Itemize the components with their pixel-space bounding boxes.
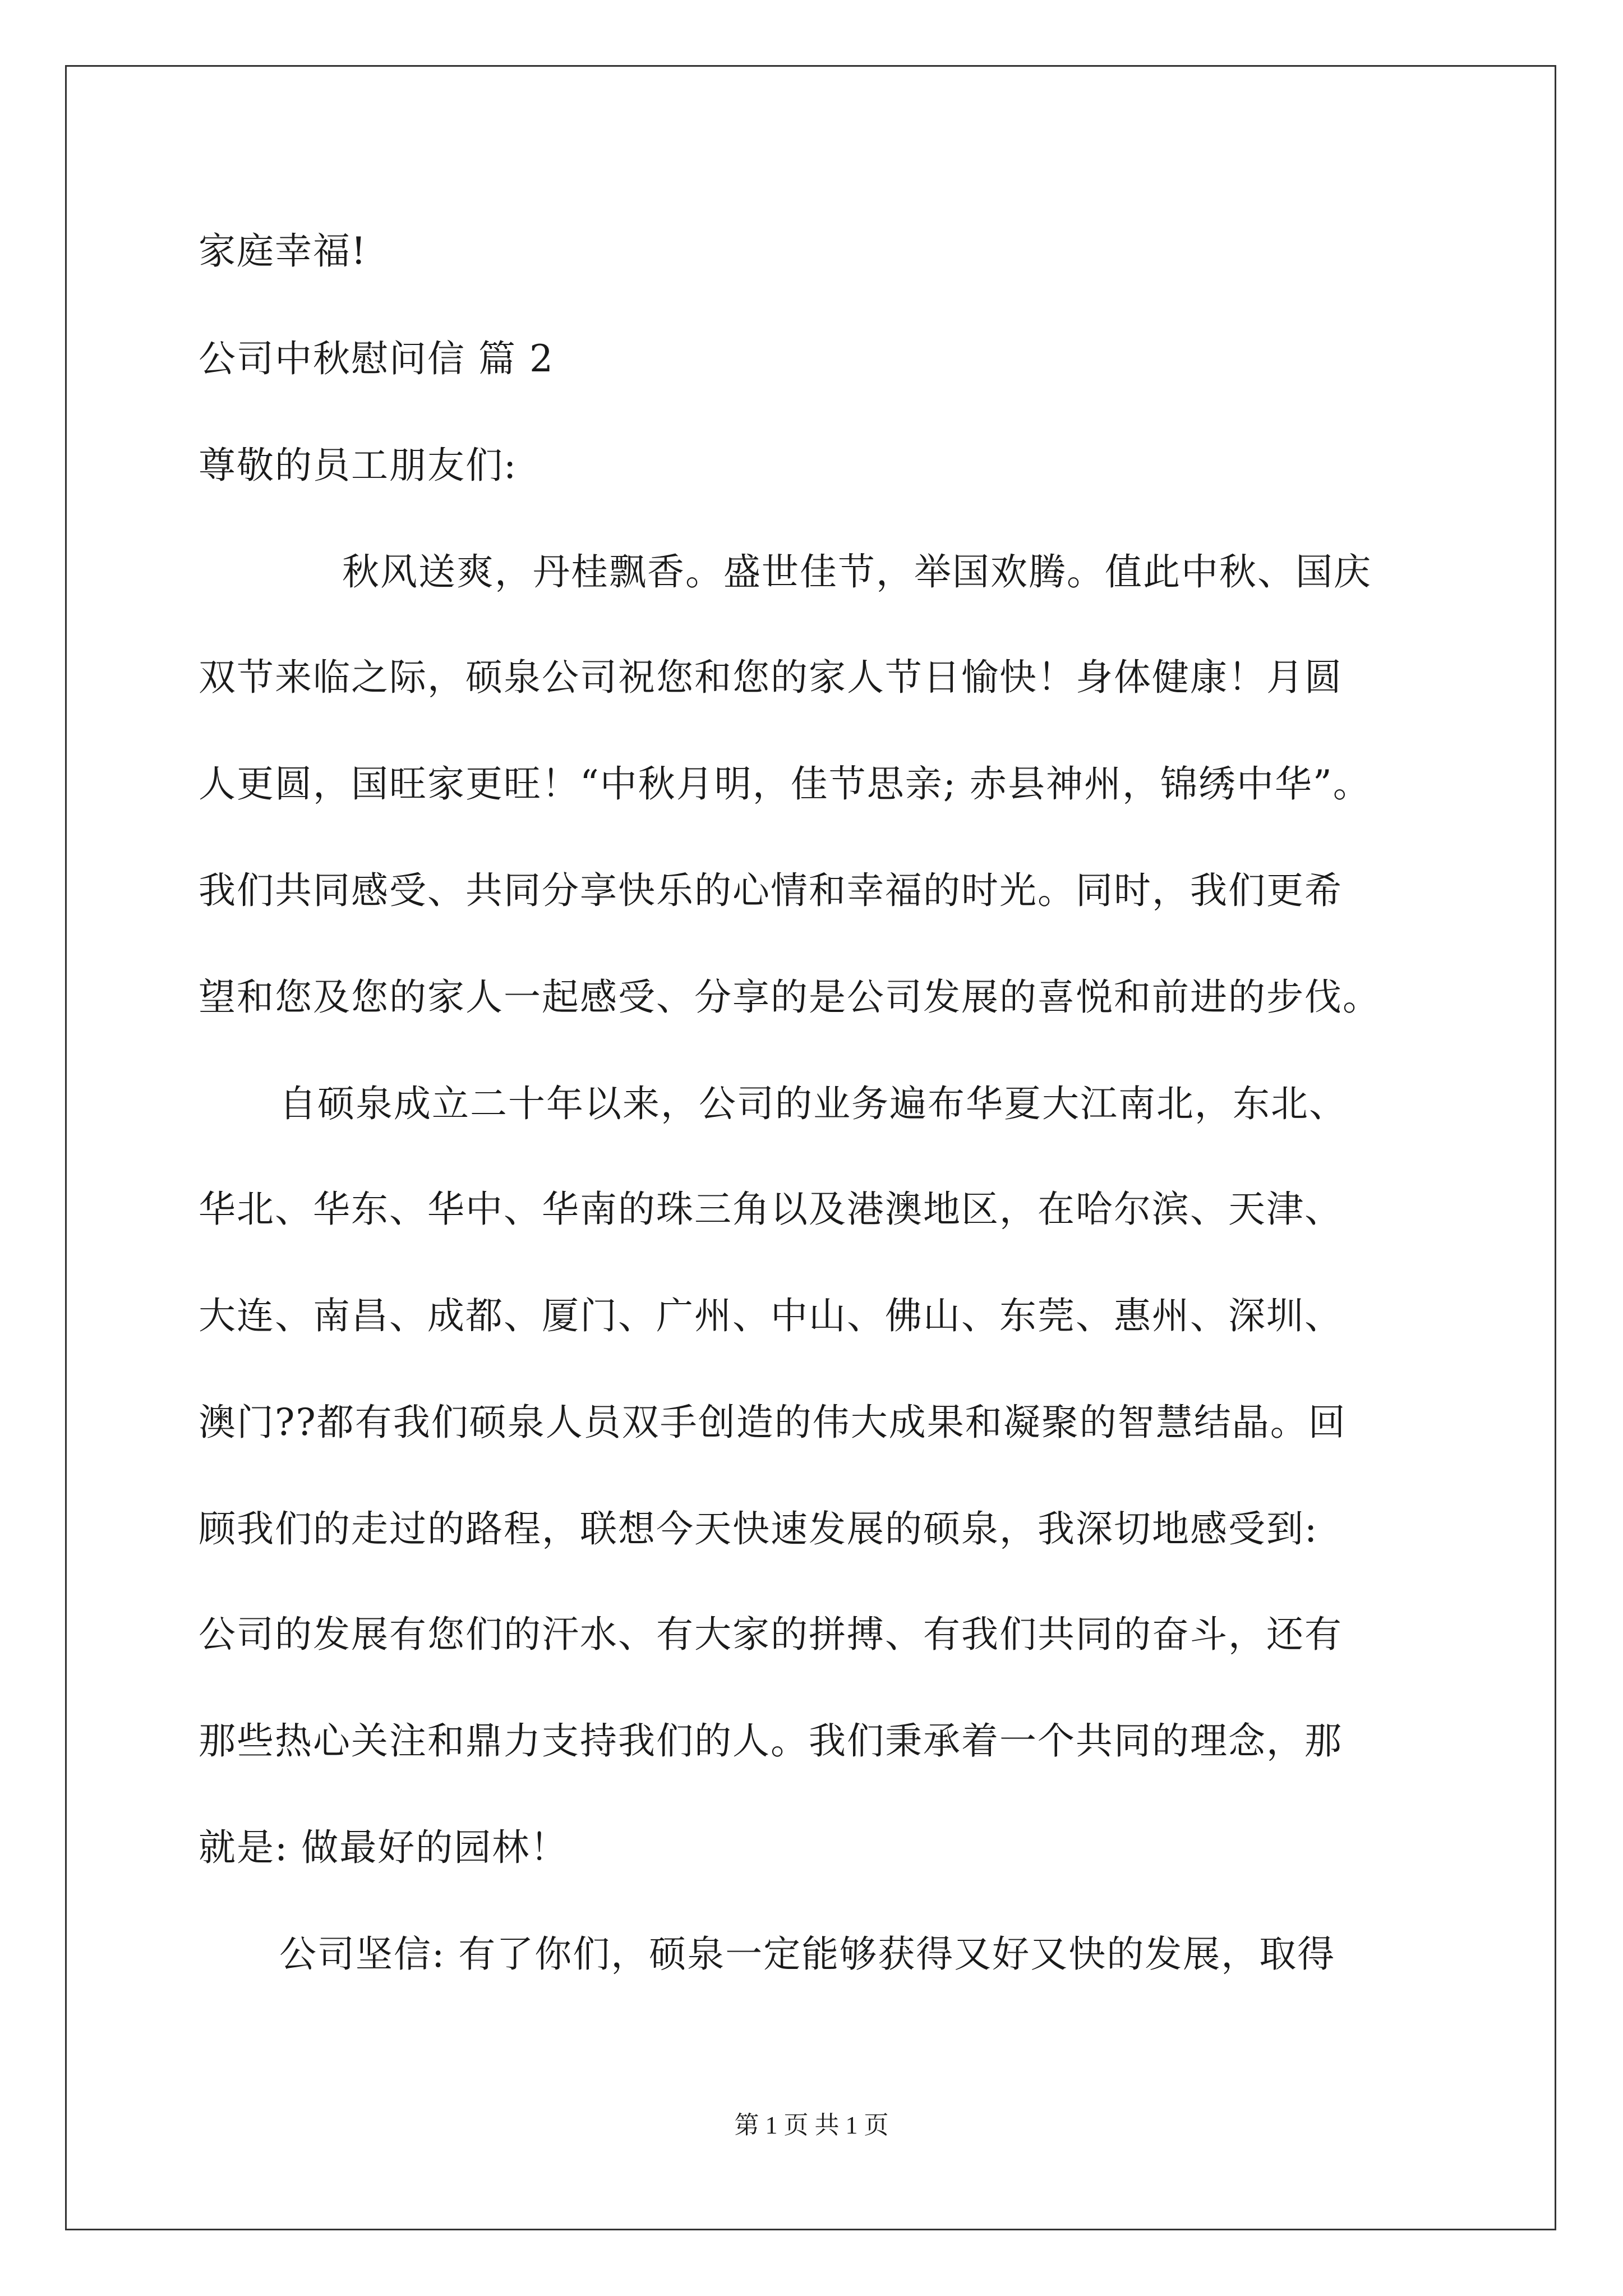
paragraph-2-line-6: 公司的发展有您们的汗水、有大家的拼搏、有我们共同的奋斗，还有 xyxy=(199,1613,1343,1656)
section-heading: 公司中秋慰问信 篇 2 xyxy=(199,337,554,380)
paragraph-2-line-1: 自硕泉成立二十年以来，公司的业务遍布华夏大江南北，东北、 xyxy=(279,1082,1347,1125)
paragraph-2-line-4: 澳门??都有我们硕泉人员双手创造的伟大成果和凝聚的智慧结晶。回 xyxy=(199,1401,1347,1444)
text-line-closing: 家庭幸福! xyxy=(199,229,367,273)
paragraph-1-line-5: 望和您及您的家人一起感受、分享的是公司发展的喜悦和前进的步伐。 xyxy=(199,976,1381,1019)
paragraph-2-line-2: 华北、华东、华中、华南的珠三角以及港澳地区，在哈尔滨、天津、 xyxy=(199,1188,1343,1231)
paragraph-2-line-7: 那些热心关注和鼎力支持我们的人。我们秉承着一个共同的理念，那 xyxy=(199,1719,1343,1763)
page-border xyxy=(65,65,1556,2230)
page-footer: 第 1 页 共 1 页 xyxy=(734,2111,889,2139)
paragraph-2-line-3: 大连、南昌、成都、厦门、广州、中山、佛山、东莞、惠州、深圳、 xyxy=(199,1294,1343,1337)
paragraph-2-line-8: 就是: 做最好的园林！ xyxy=(199,1826,569,1869)
paragraph-1-line-2: 双节来临之际，硕泉公司祝您和您的家人节日愉快！身体健康！月圆 xyxy=(199,656,1343,699)
paragraph-1-line-1: 秋风送爽，丹桂飘香。盛世佳节，举国欢腾。值此中秋、国庆 xyxy=(342,550,1372,593)
salutation: 尊敬的员工朋友们: xyxy=(199,444,518,487)
paragraph-3-line-1: 公司坚信: 有了你们，硕泉一定能够获得又好又快的发展，取得 xyxy=(279,1932,1336,1976)
paragraph-2-line-5: 顾我们的走过的路程，联想今天快速发展的硕泉，我深切地感受到: xyxy=(199,1507,1318,1550)
paragraph-1-line-3: 人更圆，国旺家更旺！“中秋月明，佳节思亲; 赤县神州，锦绣中华”。 xyxy=(199,762,1371,806)
paragraph-1-line-4: 我们共同感受、共同分享快乐的心情和幸福的时光。同时，我们更希 xyxy=(199,869,1343,912)
